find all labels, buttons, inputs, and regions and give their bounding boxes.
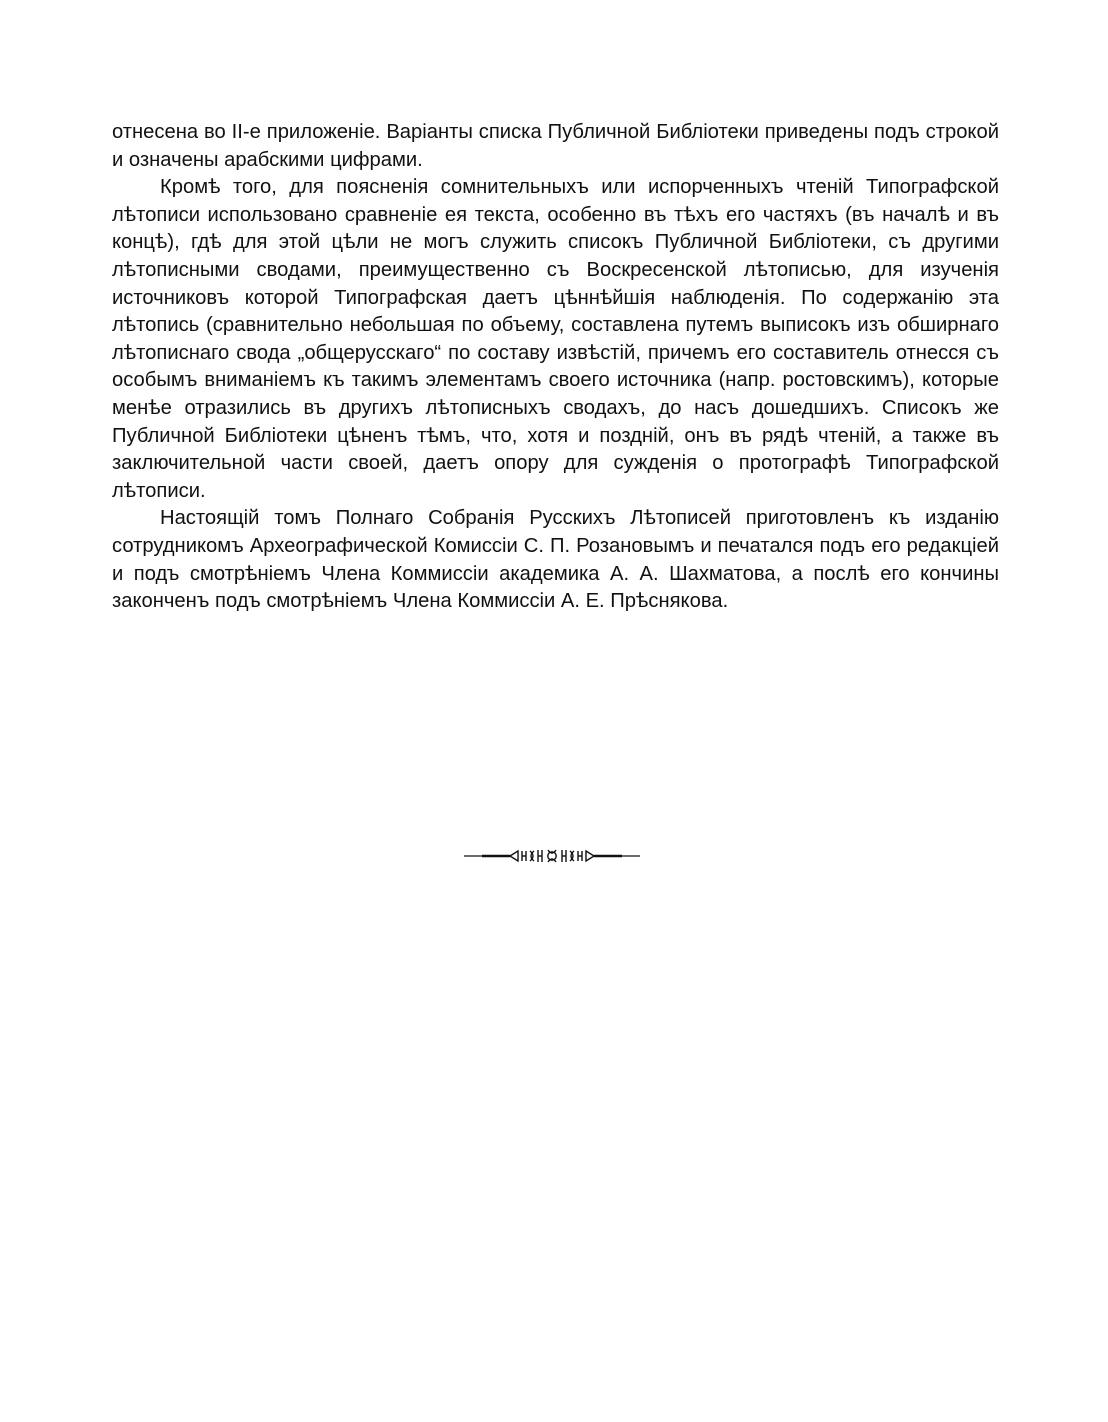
decorative-flourish-icon (462, 846, 642, 866)
document-body (112, 119, 999, 616)
paragraph-variants: отнесена во II-е приложеніе. Варіанты списка Публичной Библіотеки приведены подъ строкой и означены арабскими цифрами. (112, 121, 999, 171)
paragraph-comparison: Кромѣ того, для поясненія сомнительныхъ или испорченныхъ чтеній Типографской лѣтописи использовано сравненіе ея текста, особенно въ тѣхъ его частяхъ (въ началѣ и въ концѣ), гдѣ для этой цѣли не могъ служить списокъ Публичной Библіотеки, съ другими лѣтописными сводами, преимущественно съ Воскресенской лѣтописью, для изученія источниковъ которой Типографская даетъ цѣннѣйшія наблюденія. По содержанію эта лѣтопись (сравнительно небольшая по объему, составлена путемъ выписокъ изъ обширнаго лѣтописнаго свода „общерусскаго“ по составу извѣстій, причемъ его составитель отнесся съ особымъ вниманіемъ къ такимъ элементамъ своего источника (напр. ростовскимъ), которые менѣе отразились въ другихъ лѣтописныхъ сводахъ, до насъ дошедшихъ. Списокъ же Публичной Библіотеки цѣненъ тѣмъ, что, хотя и поздній, онъ въ рядѣ чтеній, а также въ заключительной части своей, даетъ опору для сужденія о протографѣ Типографской лѣтописи. (112, 176, 999, 502)
paragraph-editors: Настоящій томъ Полнаго Собранія Русскихъ Лѣтописей приготовленъ къ изданію сотрудникомъ Археографической Комиссіи С. П. Розановымъ и печатался подъ его редакціей и подъ смотрѣніемъ Члена Коммиссіи академика А. А. Шахматова, а послѣ его кончины законченъ подъ смотрѣніемъ Члена Коммиссіи А. Е. Прѣснякова. (112, 507, 999, 613)
